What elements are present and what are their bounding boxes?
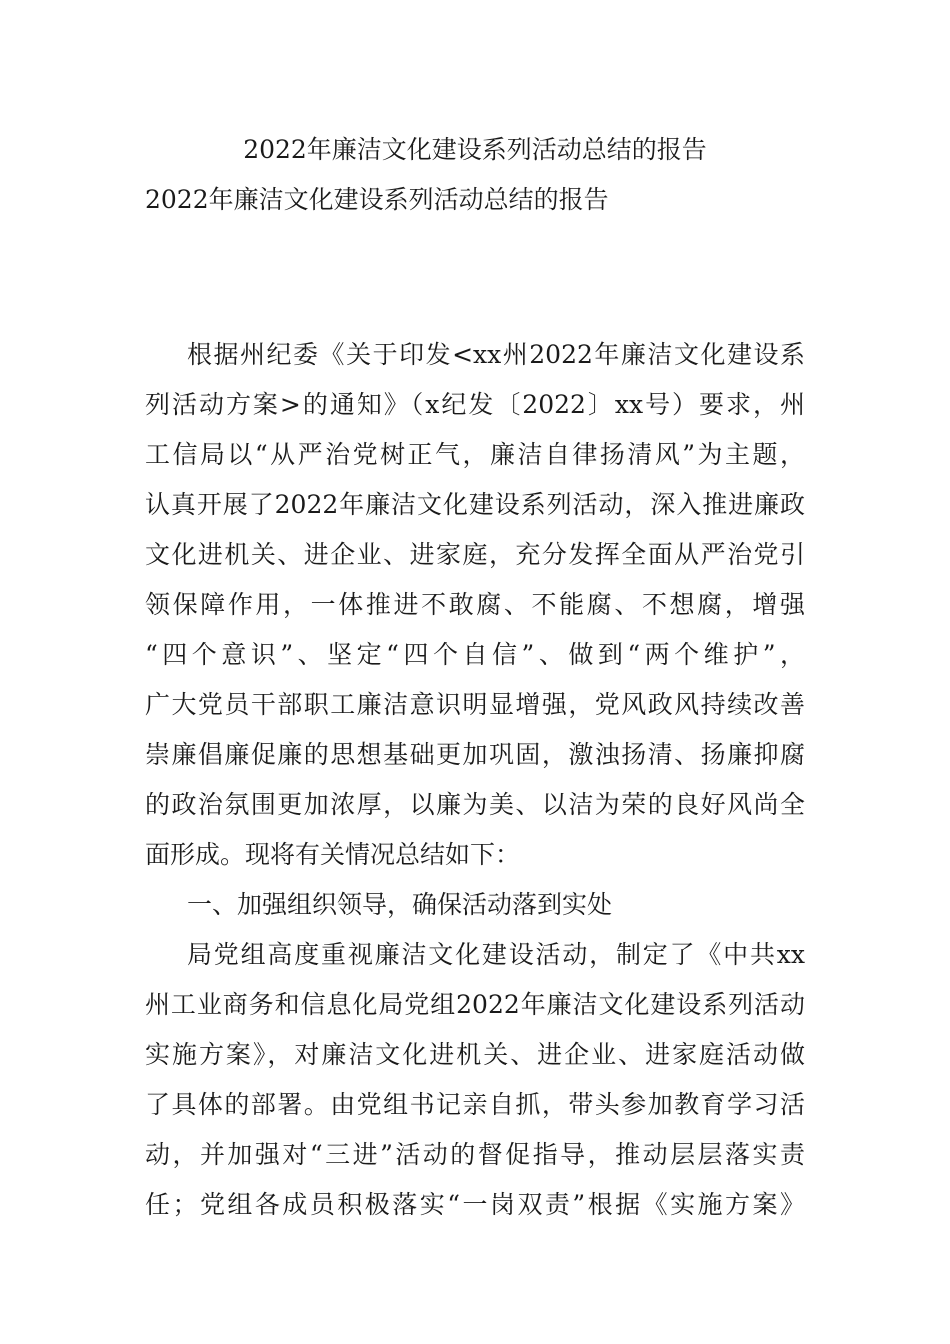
document-title-left: 2022年廉洁文化建设系列活动总结的报告 xyxy=(145,185,609,214)
text-line: 了具体的部署。由党组书记亲自抓，带头参加教育学习活 xyxy=(145,1090,805,1119)
text-line: 崇廉倡廉促廉的思想基础更加巩固，激浊扬清、扬廉抑腐 xyxy=(145,740,805,769)
text-line: 认真开展了2022年廉洁文化建设系列活动，深入推进廉政 xyxy=(145,490,805,519)
section-heading-text: 一、加强组织领导，确保活动落到实处 xyxy=(187,890,613,919)
paragraph-section-one xyxy=(145,930,805,1230)
text-line: 工信局以“从严治党树正气，廉洁自律扬清风”为主题， xyxy=(145,440,805,469)
text-line: 局党组高度重视廉洁文化建设活动，制定了《中共xx xyxy=(187,940,805,969)
text-line: 列活动方案>的通知》（x纪发〔2022〕xx号）要求，州 xyxy=(145,390,805,419)
text-line: 广大党员干部职工廉洁意识明显增强，党风政风持续改善 xyxy=(145,690,805,719)
text-line: “四个意识”、坚定“四个自信”、做到“两个维护”， xyxy=(145,640,805,669)
text-line: 的政治氛围更加浓厚，以廉为美、以洁为荣的良好风尚全 xyxy=(145,790,805,819)
text-line: 领保障作用，一体推进不敢腐、不能腐、不想腐，增强 xyxy=(145,590,805,619)
text-line: 实施方案》，对廉洁文化进机关、进企业、进家庭活动做 xyxy=(145,1040,805,1069)
text-line: 根据州纪委《关于印发<xx州2022年廉洁文化建设系 xyxy=(187,340,805,369)
text-line: 任；党组各成员积极落实“一岗双责”根据《实施方案》 xyxy=(145,1190,805,1219)
text-line: 动，并加强对“三进”活动的督促指导，推动层层落实责 xyxy=(145,1140,805,1169)
text-line: 州工业商务和信息化局党组2022年廉洁文化建设系列活动 xyxy=(145,990,805,1019)
document-title-centered: 2022年廉洁文化建设系列活动总结的报告 xyxy=(243,135,707,164)
section-heading xyxy=(145,880,805,930)
paragraph-intro xyxy=(145,330,805,880)
text-line: 文化进机关、进企业、进家庭，充分发挥全面从严治党引 xyxy=(145,540,805,569)
document-body xyxy=(145,330,805,1230)
text-line: 面形成。现将有关情况总结如下： xyxy=(145,840,521,869)
